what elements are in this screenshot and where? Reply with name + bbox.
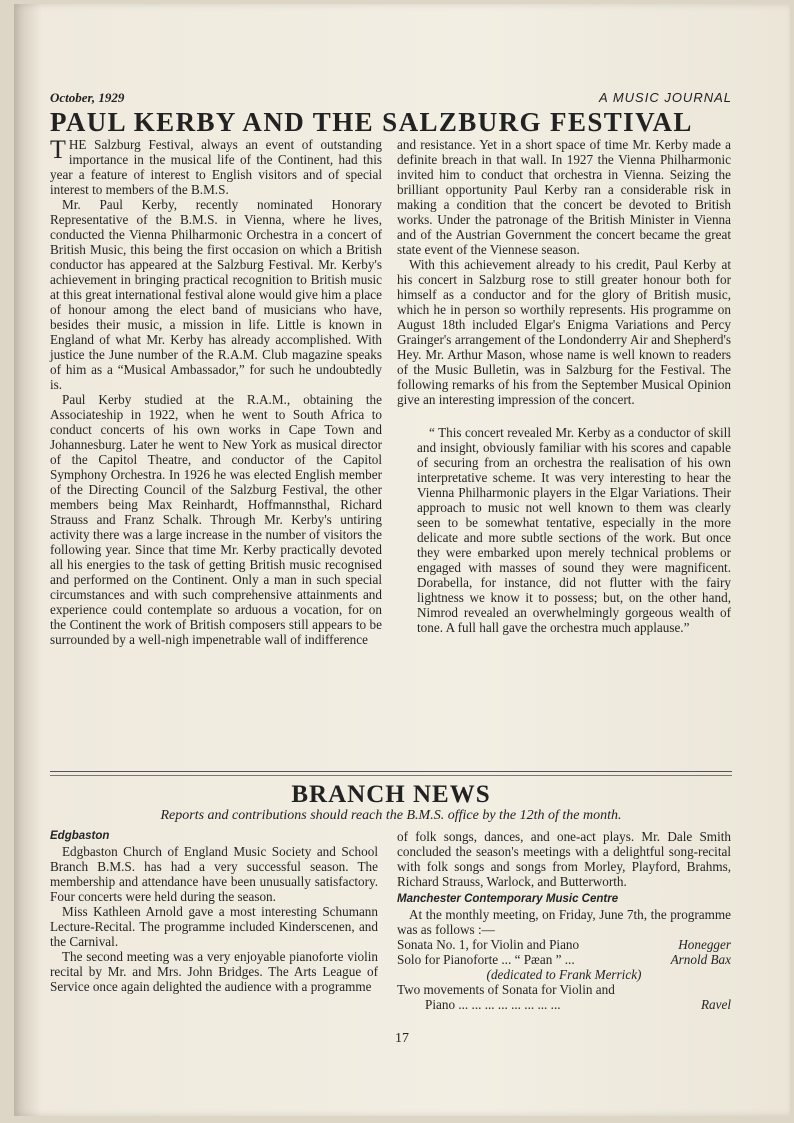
article-paragraph: and resistance. Yet in a short space of time Mr. Kerby made a definite breach in that wall. In 1927 the Vienna Philharmonic invited him to conduct that orchestra in Vienna. Seizing the brilliant opportunity Paul Kerby ran a considerable risk in making a condition that the concert be devoted to British works. Under the patronage of the British Minister in Vienna and of the Austrian Government the concert became the great state event of the Viennese season.	[397, 137, 731, 257]
article-title: PAUL KERBY AND THE SALZBURG FESTIVAL	[50, 107, 693, 137]
article-paragraph: Paul Kerby studied at the R.A.M., obtaining the Associateship in 1922, when he went to South Africa to conduct concerts of his own works in Cape Town and Johannesburg. Later he went to New York as musical director of the Capitol Theatre, and conductor of the Capitol Symphony Orchestra. In 1926 he was elected English member of the Directing Council of the Salzburg Festival, the other members being Max Reinhardt, Hoffmannsthal, Richard Strauss and Franz Schalk. Through Mr. Kerby's untiring activity there was a large increase in the number of visitors the following year. Since that time Mr. Kerby practically devoted all his energies to the task of getting British music recognised and performed on the Continent. Only a man in such special circumstances and with such comprehensive attainments and experience could contemplate so arduous a vocation, for on the Continent the work of British composers still appears to be surrounded by a well-nigh impenetrable wall of indifference	[50, 392, 382, 647]
news-paragraph: of folk songs, dances, and one-act plays. Mr. Dale Smith concluded the season's meetings with a delightful song-recital with folk songs and songs from Morley, Playford, Brahms, Richard Strauss, Warlock, and Butterworth.	[397, 829, 731, 889]
section-divider	[50, 771, 732, 776]
drop-cap: T	[50, 135, 66, 164]
programme-composer: Honegger	[678, 937, 731, 952]
news-paragraph: At the monthly meeting, on Friday, June 7th, the programme was as follows :—	[397, 907, 731, 937]
journal-name: A MUSIC JOURNAL	[599, 90, 732, 105]
programme-dedication: (dedicated to Frank Merrick)	[486, 967, 642, 982]
programme-item	[397, 937, 731, 952]
quote-text: “ This concert revealed Mr. Kerby as a conductor of skill and insight, obviously familiar with his scores and capable of securing from an orchestra the realisation of his own interpretative scheme. It was very interesting to hear the Vienna Philharmonic players in the Elgar Variations. Their approach to music not well known to them was clearly seen to be somewhat tentative, especially in the more delicate and more subtle sections of the work. But once they were embarked upon merely technical problems or engaged with masses of sound they were magnificent. Dorabella, for instance, did not flutter with the fairy lightness we know it to possess; but, on the other hand, Nimrod revealed an overwhelmingly gorgeous wealth of tone. A full hall gave the orchestra much applause.”	[417, 425, 731, 635]
section-title: BRANCH NEWS	[291, 781, 491, 808]
programme-list	[397, 937, 731, 1012]
magazine-page	[14, 4, 790, 1116]
branch-heading-edgbaston: Edgbaston	[50, 830, 110, 842]
news-column-left	[50, 829, 378, 994]
programme-work: Piano ... ... ... ... ... ... ... ...	[425, 997, 561, 1012]
programme-item	[397, 952, 731, 967]
block-quote	[397, 425, 731, 635]
programme-work: Sonata No. 1, for Violin and Piano	[397, 937, 580, 952]
programme-composer: Ravel	[700, 997, 731, 1012]
news-column-right	[397, 829, 731, 1012]
programme-work: Solo for Pianoforte ... “ Pæan ” ...	[397, 952, 575, 967]
article-paragraph: With this achievement already to his credit, Paul Kerby at his concert in Salzburg rose to still greater honour both for himself as a conductor and for the glory of British music, which he in person so worthily represents. His programme on August 18th included Elgar's Enigma Variations and Percy Grainger's arrangement of the Londonderry Air and Shepherd's Hey. Mr. Arthur Mason, whose name is well known to readers of the Music Bulletin, was in Salzburg for the Festival. The following remarks of his from the September Musical Opinion give an interesting impression of the concert.	[397, 257, 731, 407]
news-paragraph: Edgbaston Church of England Music Society and School Branch B.M.S. has had a very successful season. The membership and attendance have been unusually satisfactory. Four concerts were held during the season.	[50, 844, 378, 904]
news-paragraph: Miss Kathleen Arnold gave a most interesting Schumann Lecture-Recital. The programme included Kinderscenen, and the Carnival.	[50, 904, 378, 949]
section-subtitle: Reports and contributions should reach the B.M.S. office by the 12th of the month.	[160, 808, 622, 823]
article-paragraph: THE Salzburg Festival, always an event of outstanding importance in the musical life of the Continent, had this year a feature of interest to English visitors and of special interest to members of the B.M.S.	[50, 135, 382, 197]
branch-heading-manchester: Manchester Contemporary Music Centre	[397, 893, 619, 905]
programme-composer: Arnold Bax	[670, 952, 731, 967]
running-head	[50, 90, 732, 108]
programme-item	[397, 997, 731, 1012]
article-column-right	[397, 137, 731, 635]
news-paragraph: The second meeting was a very enjoyable pianoforte violin recital by Mr. and Mrs. John Bridges. The Arts League of Service once again delighted the audience with a programme	[50, 949, 378, 994]
article-column-left	[50, 137, 382, 647]
programme-work: Two movements of Sonata for Violin and	[397, 982, 615, 997]
article-paragraph: Mr. Paul Kerby, recently nominated Honorary Representative of the B.M.S. in Vienna, where he lives, conducted the Vienna Philharmonic Orchestra in a concert of British Music, this being the first occasion on which a British conductor has appeared at the Salzburg Festival. Mr. Kerby's achievement in bringing practical recognition to British music at this great international festival alone would give him a place of honour among the elect band of musicians who have, besides their music, a mission in life. Little is known in England of what Mr. Kerby has already accomplished. With justice the June number of the R.A.M. Club magazine speaks of him as a “Musical Ambassador,” for such he undoubtedly is.	[50, 197, 382, 392]
issue-date: October, 1929	[50, 90, 125, 105]
page-number: 17	[395, 1031, 409, 1046]
